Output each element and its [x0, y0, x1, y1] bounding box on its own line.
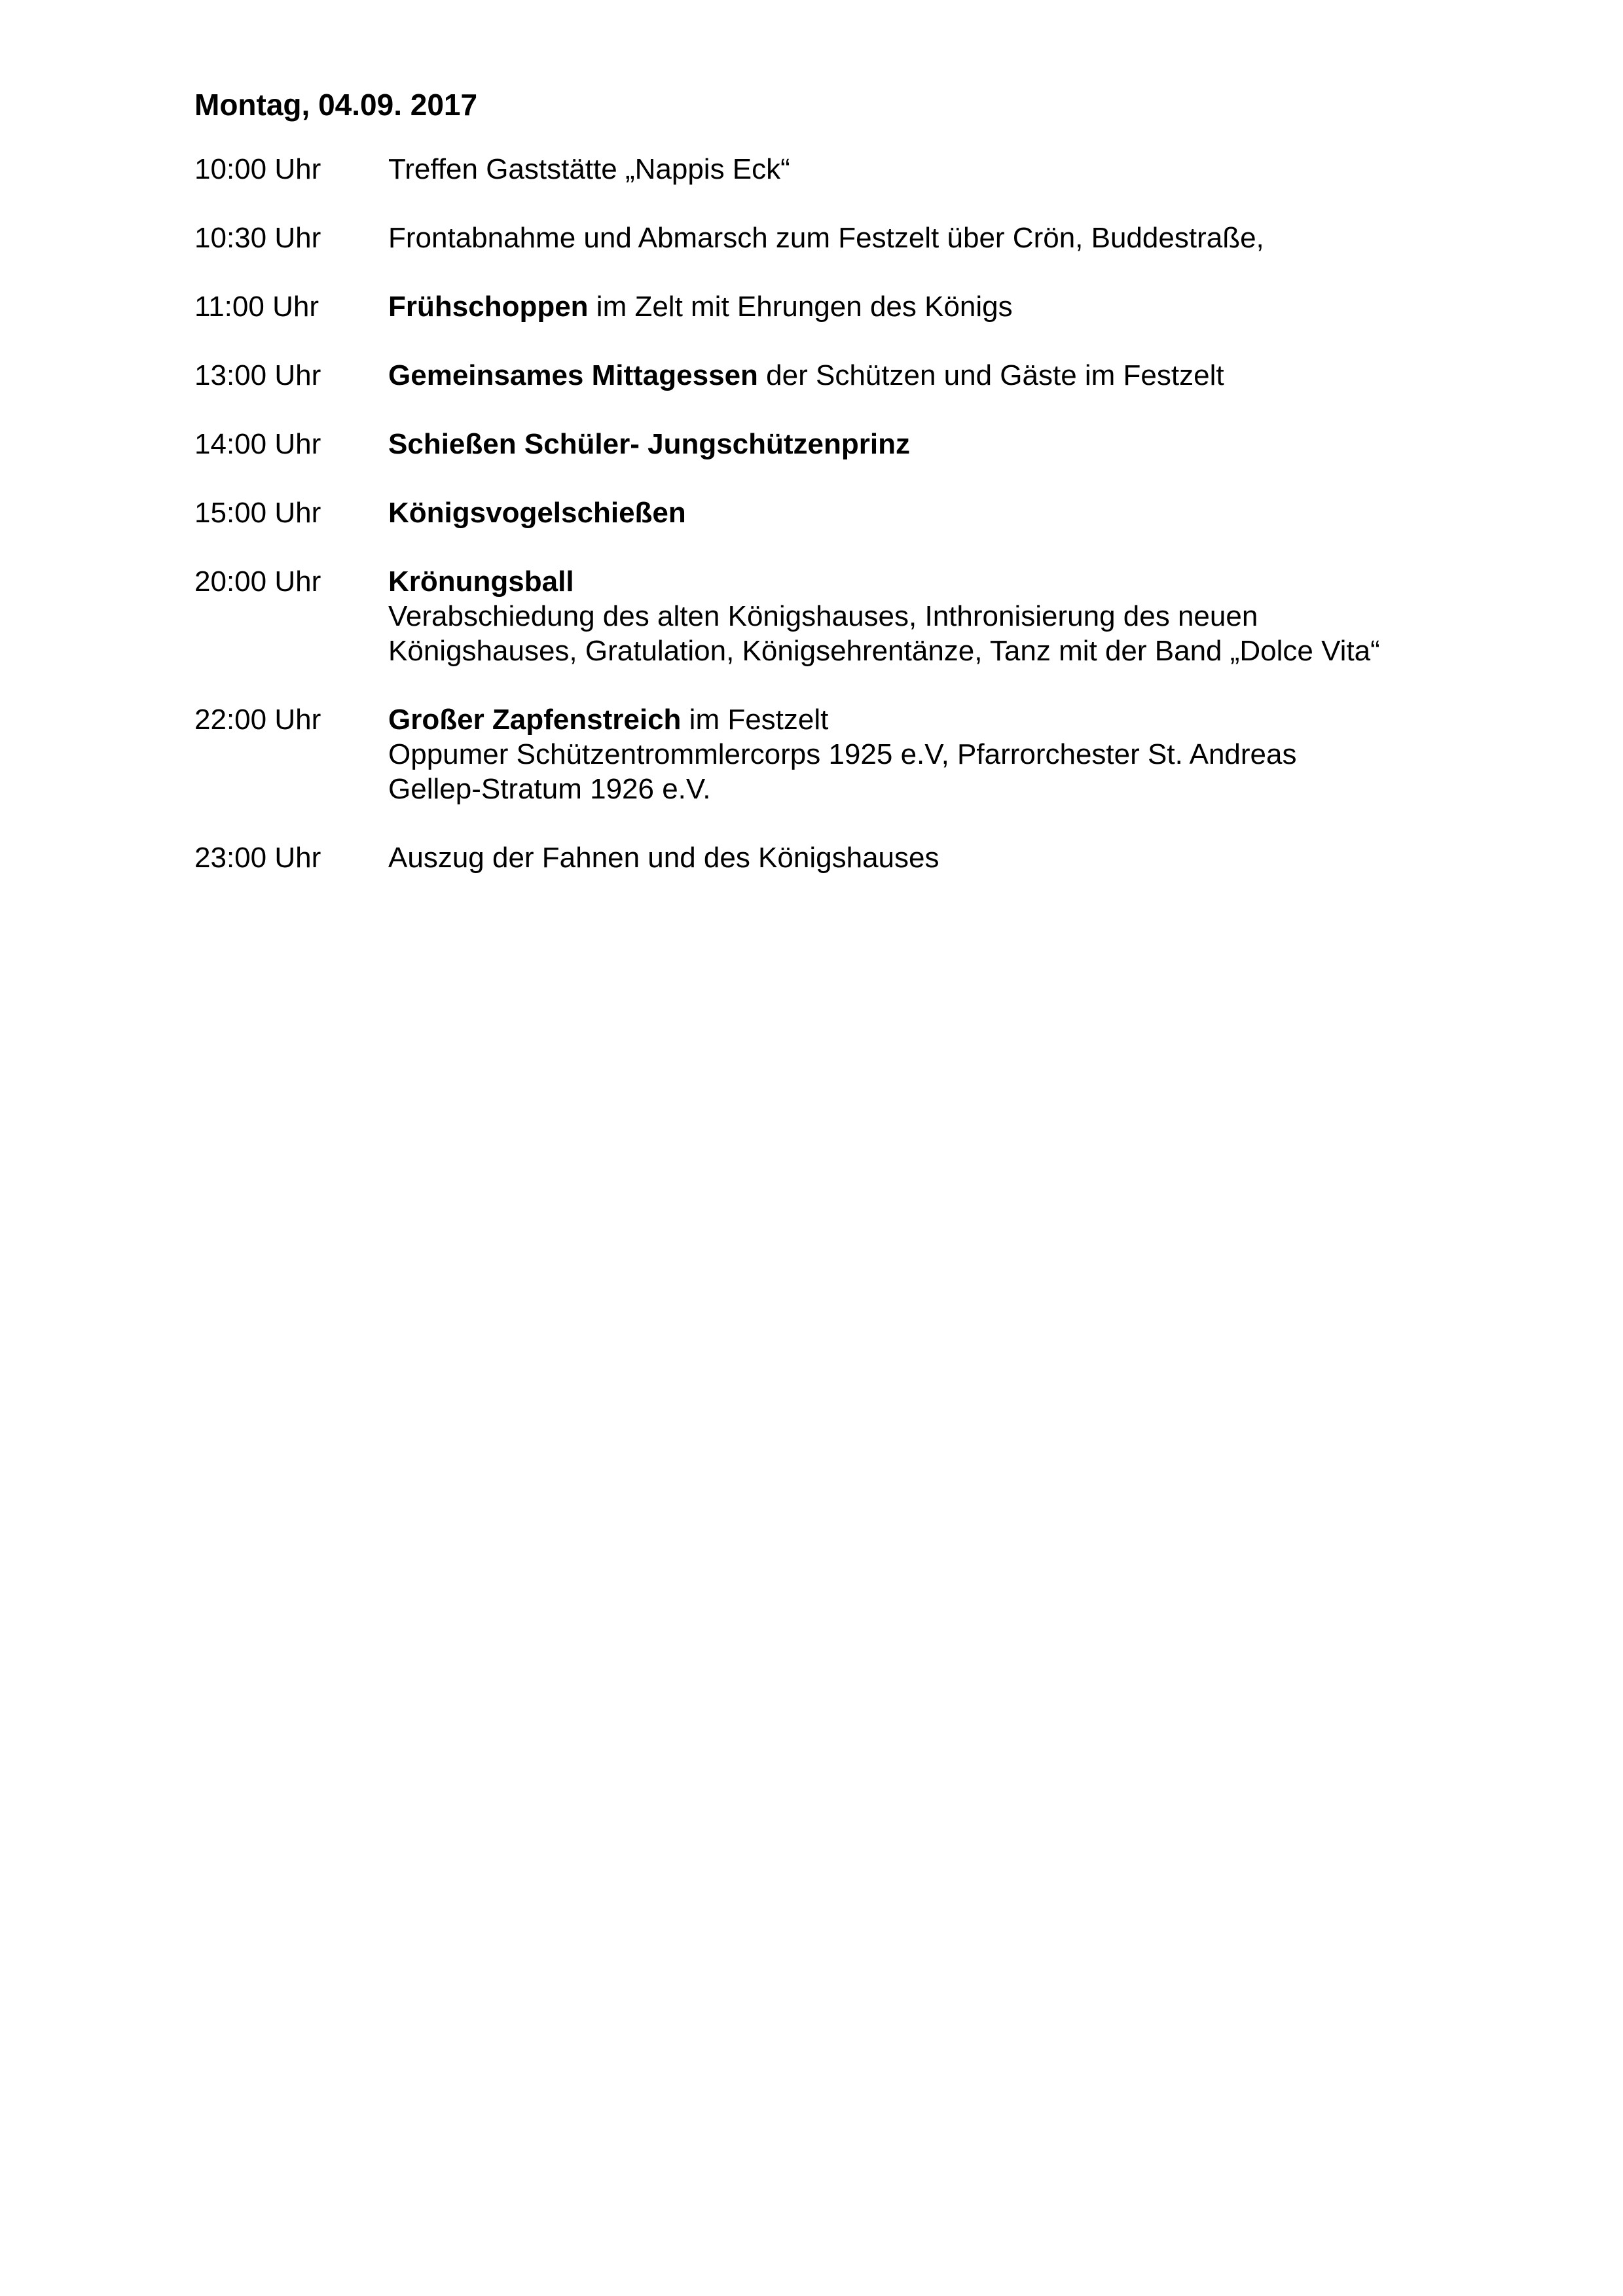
entry-bold-title: Schießen Schüler- Jungschützenprinz	[388, 428, 911, 460]
entry-time: 23:00 Uhr	[194, 842, 321, 874]
entry-line	[388, 702, 1471, 737]
entry-description	[388, 152, 1471, 187]
entry-text: im Zelt mit Ehrungen des Königs	[588, 291, 1013, 323]
schedule-list	[194, 152, 1471, 875]
entry-description	[388, 427, 1471, 461]
entry-description	[388, 289, 1471, 324]
document-page	[194, 85, 1471, 909]
schedule-entry	[194, 702, 1471, 806]
schedule-entry	[194, 427, 1471, 461]
day-heading: Montag, 04.09. 2017	[194, 88, 478, 122]
entry-line	[388, 152, 1471, 187]
entry-description	[388, 840, 1471, 875]
schedule-entry	[194, 289, 1471, 324]
entry-bold-title: Königsvogelschießen	[388, 497, 686, 529]
entry-text: der Schützen und Gäste im Festzelt	[757, 359, 1224, 391]
entry-line: Verabschiedung des alten Königshauses, Inthronisierung des neuen	[388, 600, 1258, 632]
entry-description	[388, 495, 1471, 530]
entry-time: 20:00 Uhr	[194, 565, 321, 598]
entry-line: Gellep-Stratum 1926 e.V.	[388, 773, 711, 805]
entry-line	[388, 427, 1471, 461]
schedule-entry	[194, 564, 1471, 668]
entry-description	[388, 358, 1471, 393]
entry-line: Oppumer Schützentrommlercorps 1925 e.V, Pfarrorchester St. Andreas	[388, 738, 1297, 770]
entry-line	[388, 358, 1471, 393]
entry-time: 14:00 Uhr	[194, 428, 321, 460]
entry-text: Auszug der Fahnen und des Königshauses	[388, 842, 939, 874]
entry-text: Frontabnahme und Abmarsch zum Festzelt über Crön, Buddestraße,	[388, 222, 1264, 254]
entry-line	[388, 221, 1471, 255]
entry-line	[388, 564, 1471, 599]
schedule-entry	[194, 840, 1471, 875]
entry-line: Königshauses, Gratulation, Königsehrentänze, Tanz mit der Band „Dolce Vita“	[388, 635, 1380, 667]
entry-line	[388, 495, 1471, 530]
entry-line	[388, 840, 1471, 875]
entry-text: im Festzelt	[681, 704, 829, 736]
entry-time: 15:00 Uhr	[194, 497, 321, 529]
entry-line	[388, 289, 1471, 324]
entry-bold-title: Frühschoppen	[388, 291, 589, 323]
schedule-entry	[194, 221, 1471, 255]
entry-bold-title: Großer Zapfenstreich	[388, 704, 682, 736]
entry-bold-title: Gemeinsames Mittagessen	[388, 359, 758, 391]
schedule-entry	[194, 495, 1471, 530]
entry-time: 22:00 Uhr	[194, 704, 321, 736]
entry-description	[388, 702, 1471, 806]
entry-description	[388, 221, 1471, 255]
entry-bold-title: Krönungsball	[388, 565, 574, 598]
schedule-entry	[194, 152, 1471, 187]
entry-time: 13:00 Uhr	[194, 359, 321, 391]
entry-text: Treffen Gaststätte „Nappis Eck“	[388, 153, 790, 185]
entry-time: 10:00 Uhr	[194, 153, 321, 185]
entry-description	[388, 564, 1471, 668]
entry-time: 10:30 Uhr	[194, 222, 321, 254]
entry-time: 11:00 Uhr	[194, 291, 319, 323]
schedule-entry	[194, 358, 1471, 393]
